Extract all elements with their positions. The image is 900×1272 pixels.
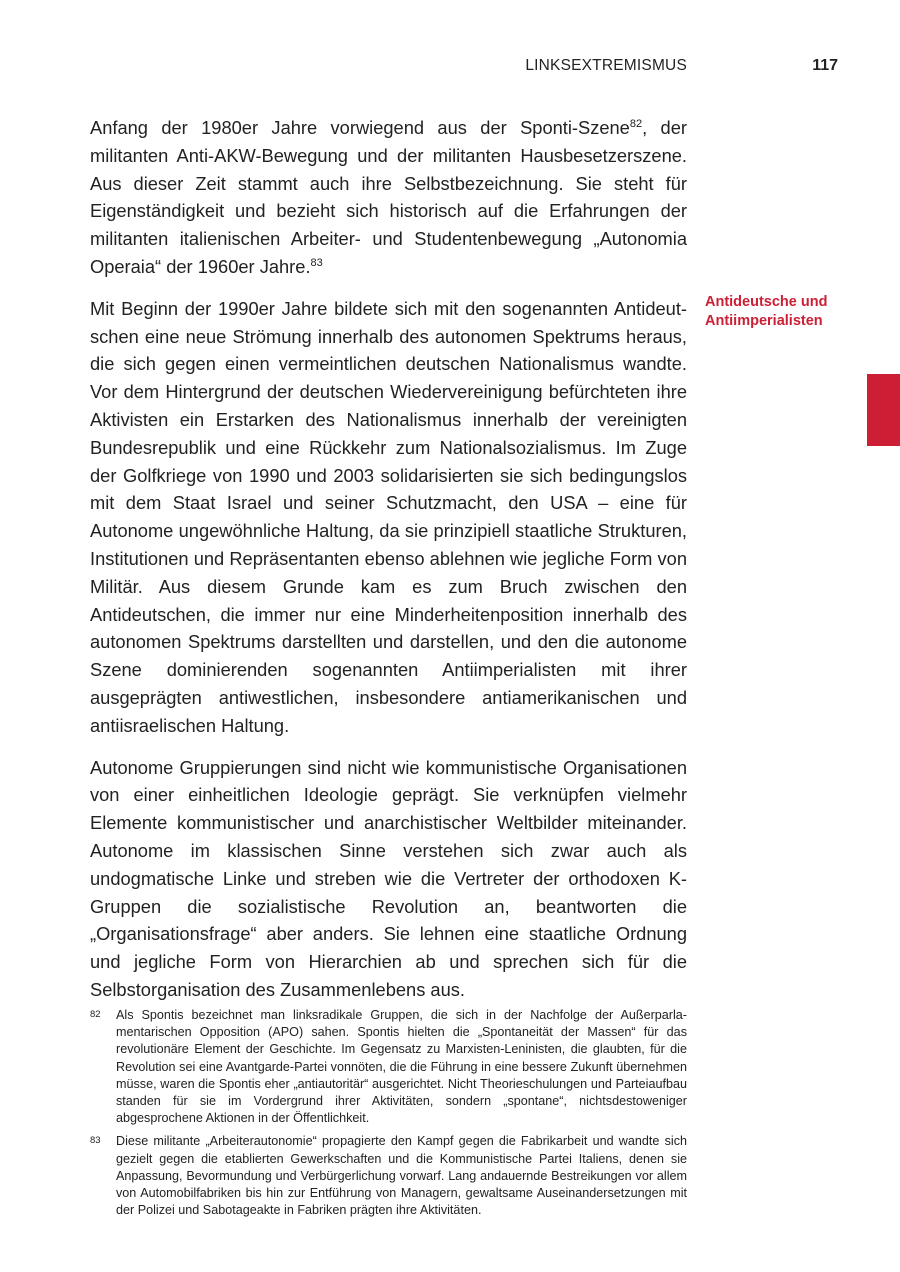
footnote-number: 82 [90, 1009, 101, 1020]
margin-note-line-2: Antiimperialisten [705, 313, 823, 329]
page-number: 117 [812, 57, 838, 74]
footnote-text: Diese militante „Arbeiterautonomie“ propagierte den Kampf gegen die Fabrikarbeit und wandte sich gezielt gegen die etablierten Gewerkschaften und die Kommunistische Partei Italiens, denen sie Anpassung, Bevormundung und Verbürgerlichung vorwarf. Lang andauernde Bestreikungen vor allem von Automobilfabriken bis hin zur Entführung von Managern, gewaltsame Auseinandersetzungen mit der Polizei und Sabotageakte in Fabriken prägten ihre Aktivitäten. [116, 1134, 687, 1218]
footnote [90, 1007, 687, 1127]
paragraph-2: Mit Beginn der 1990er Jahre bildete sich mit den sogenannten Antideutschen eine neue Strömung innerhalb des autonomen Spektrums heraus, die sich gegen einen vermeintlichen deutschen Nationalismus wandte. Vor dem Hintergrund der deutschen Wiedervereinigung befürchteten ihre Aktivisten ein Erstarken des Nationalismus innerhalb der vereinigten Bundesrepublik und eine Rückkehr zum Nationalsozialismus. Im Zuge der Golfkriege von 1990 und 2003 solidarisierten sie sich bedingungslos mit dem Staat Israel und seiner Schutzmacht, den USA – eine für Autonome ungewöhnliche Haltung, da sie prinzipiell staatliche Strukturen, Institutionen und Repräsentanten ebenso ablehnen wie jegliche Form von Militär. Aus diesem Grunde kam es zum Bruch zwischen den Antideutschen, die immer nur eine Minderheitenposition innerhalb des autonomen Spektrums darstellten und darstellen, und den die autonome Szene dominierenden sogenannten Antiimperialisten mit ihrer ausgeprägten antiwestlichen, insbesondere antiamerikanischen und antiisraelischen Haltung. [90, 297, 687, 736]
paragraph-1-text-b: , der militanten Anti-AKW-Bewegung und der militanten Hausbesetzerszene. Aus dieser Zeit stammt auch ihre Selbstbezeichnung. Sie steht für Eigenständigkeit und bezieht sich historisch auf die Erfahrungen der militanten italienischen Arbeiter- und Studentenbewegung „Autonomia Operaia“ der 1960er Jahre. [90, 117, 687, 277]
footnote-text: Als Spontis bezeichnet man linksradikale Gruppen, die sich in der Nachfolge der Außerparlamentarischen Opposition (APO) sahen. Spontis hielten die „Spontaneität der Massen“ für das revolutionäre Element der Geschichte. Im Gegensatz zu Marxisten-Leninisten, die glaubten, für die Revolution sei eine Avantgarde-Partei vonnöten, die die Führung in eine bessere Zukunft übernehmen müsse, waren die Spontis eher „antiautoritär“ ausgerichtet. Nicht Theorieschulungen und Parteiaufbau standen für sie im Vordergrund ihrer Aktivitäten, sondern „spontane“, nichtsdestoweniger abgesprochene Aktionen in der Öffentlichkeit. [116, 1008, 687, 1126]
margin-note-line-1: Antideutsche und [705, 294, 828, 310]
main-text [90, 114, 687, 1018]
footnote-ref-83[interactable]: 83 [310, 256, 323, 269]
footnote-ref-82[interactable]: 82 [629, 117, 643, 130]
running-title: LINKSEXTREMISMUS [525, 57, 687, 74]
footnotes [90, 1007, 687, 1225]
footnote [90, 1133, 687, 1219]
paragraph-3: Autonome Gruppierungen sind nicht wie kommunistische Organisationen von einer einheitlichen Ideologie geprägt. Sie verknüpfen vielmehr Elemente kommunistischer und anarchistischer Weltbilder miteinander. Autonome im klassischen Sinne verstehen sich zwar auch als undogmatische Linke und streben wie die Vertreter der orthodoxen K-Gruppen die sozialistische Revolution an, beantworten die „Organisationsfrage“ aber anders. Sie lehnen eine staatliche Ordnung und jegliche Form von Hierarchien ab und sprechen sich für die Selbstorganisation des Zusammenlebens aus. [90, 756, 687, 1000]
margin-note [705, 293, 855, 331]
paragraph-1-text-a: Anfang der 1980er Jahre vorwiegend aus der Sponti-Szene [90, 117, 630, 138]
paragraph-1 [90, 114, 687, 281]
footnote-number: 83 [90, 1135, 101, 1147]
chapter-thumb-tab [867, 374, 900, 446]
